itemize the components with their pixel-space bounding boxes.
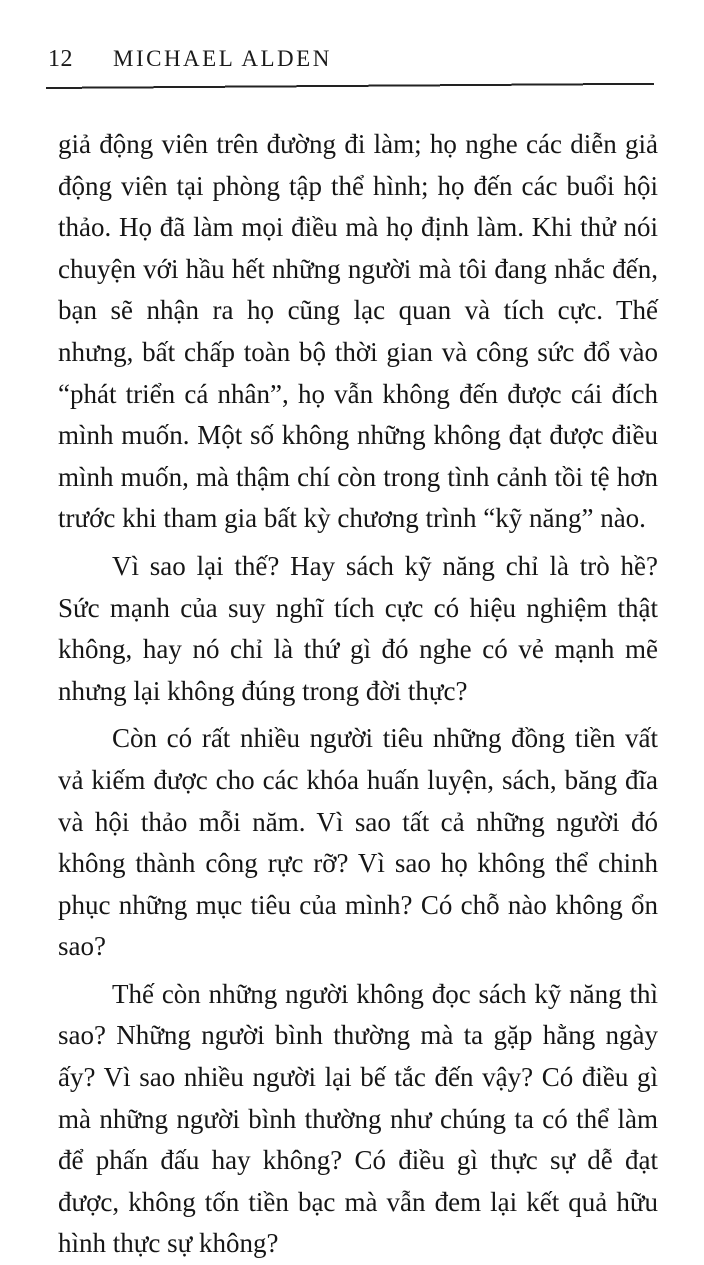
page-number: 12 — [48, 46, 73, 72]
paragraph: Thế còn những người không đọc sách kỹ năng thì sao? Những người bình thường mà ta gặp hằng ngày ấy? Vì sao nhiều người lại bế tắc đến vậy? Có điều gì mà những người bình thường như chúng ta có thể làm để phấn đấu hay không? Có điều gì thực sự dễ đạt được, không tốn tiền bạc mà vẫn đem lại kết quả hữu hình thực sự không? — [58, 978, 658, 1259]
paragraph-continued: giả động viên trên đường đi làm; họ nghe các diễn giả động viên tại phòng tập thể hình; họ đến các buổi hội thảo. Họ đã làm mọi điều mà họ định làm. Khi thử nói chuyện với hầu hết những người mà tôi đang nhắc đến, bạn sẽ nhận ra họ cũng lạc quan và tích cực. Thế nhưng, bất chấp toàn bộ thời gian và công sức đổ vào “phát triển cá nhân”, họ vẫn không đến được cái đích mình muốn. Một số không những không đạt được điều mình muốn, mà thậm chí còn trong tình cảnh tồi tệ hơn trước khi tham gia bất kỳ chương trình “kỹ năng” nào. — [58, 129, 658, 534]
body-text — [58, 124, 658, 1265]
running-header — [48, 46, 648, 82]
author-name: MICHAEL ALDEN — [113, 46, 332, 71]
paragraph: Vì sao lại thế? Hay sách kỹ năng chỉ là trò hề? Sức mạnh của suy nghĩ tích cực có hiệu nghiệm thật không, hay nó chỉ là thứ gì đó nghe có vẻ mạnh mẽ nhưng lại không đúng trong đời thực? — [58, 550, 658, 706]
paragraph: Còn có rất nhiều người tiêu những đồng tiền vất vả kiếm được cho các khóa huấn luyện, sách, băng đĩa và hội thảo mỗi năm. Vì sao tất cả những người đó không thành công rực rỡ? Vì sao họ không thể chinh phục những mục tiêu của mình? Có chỗ nào không ổn sao? — [58, 723, 658, 962]
